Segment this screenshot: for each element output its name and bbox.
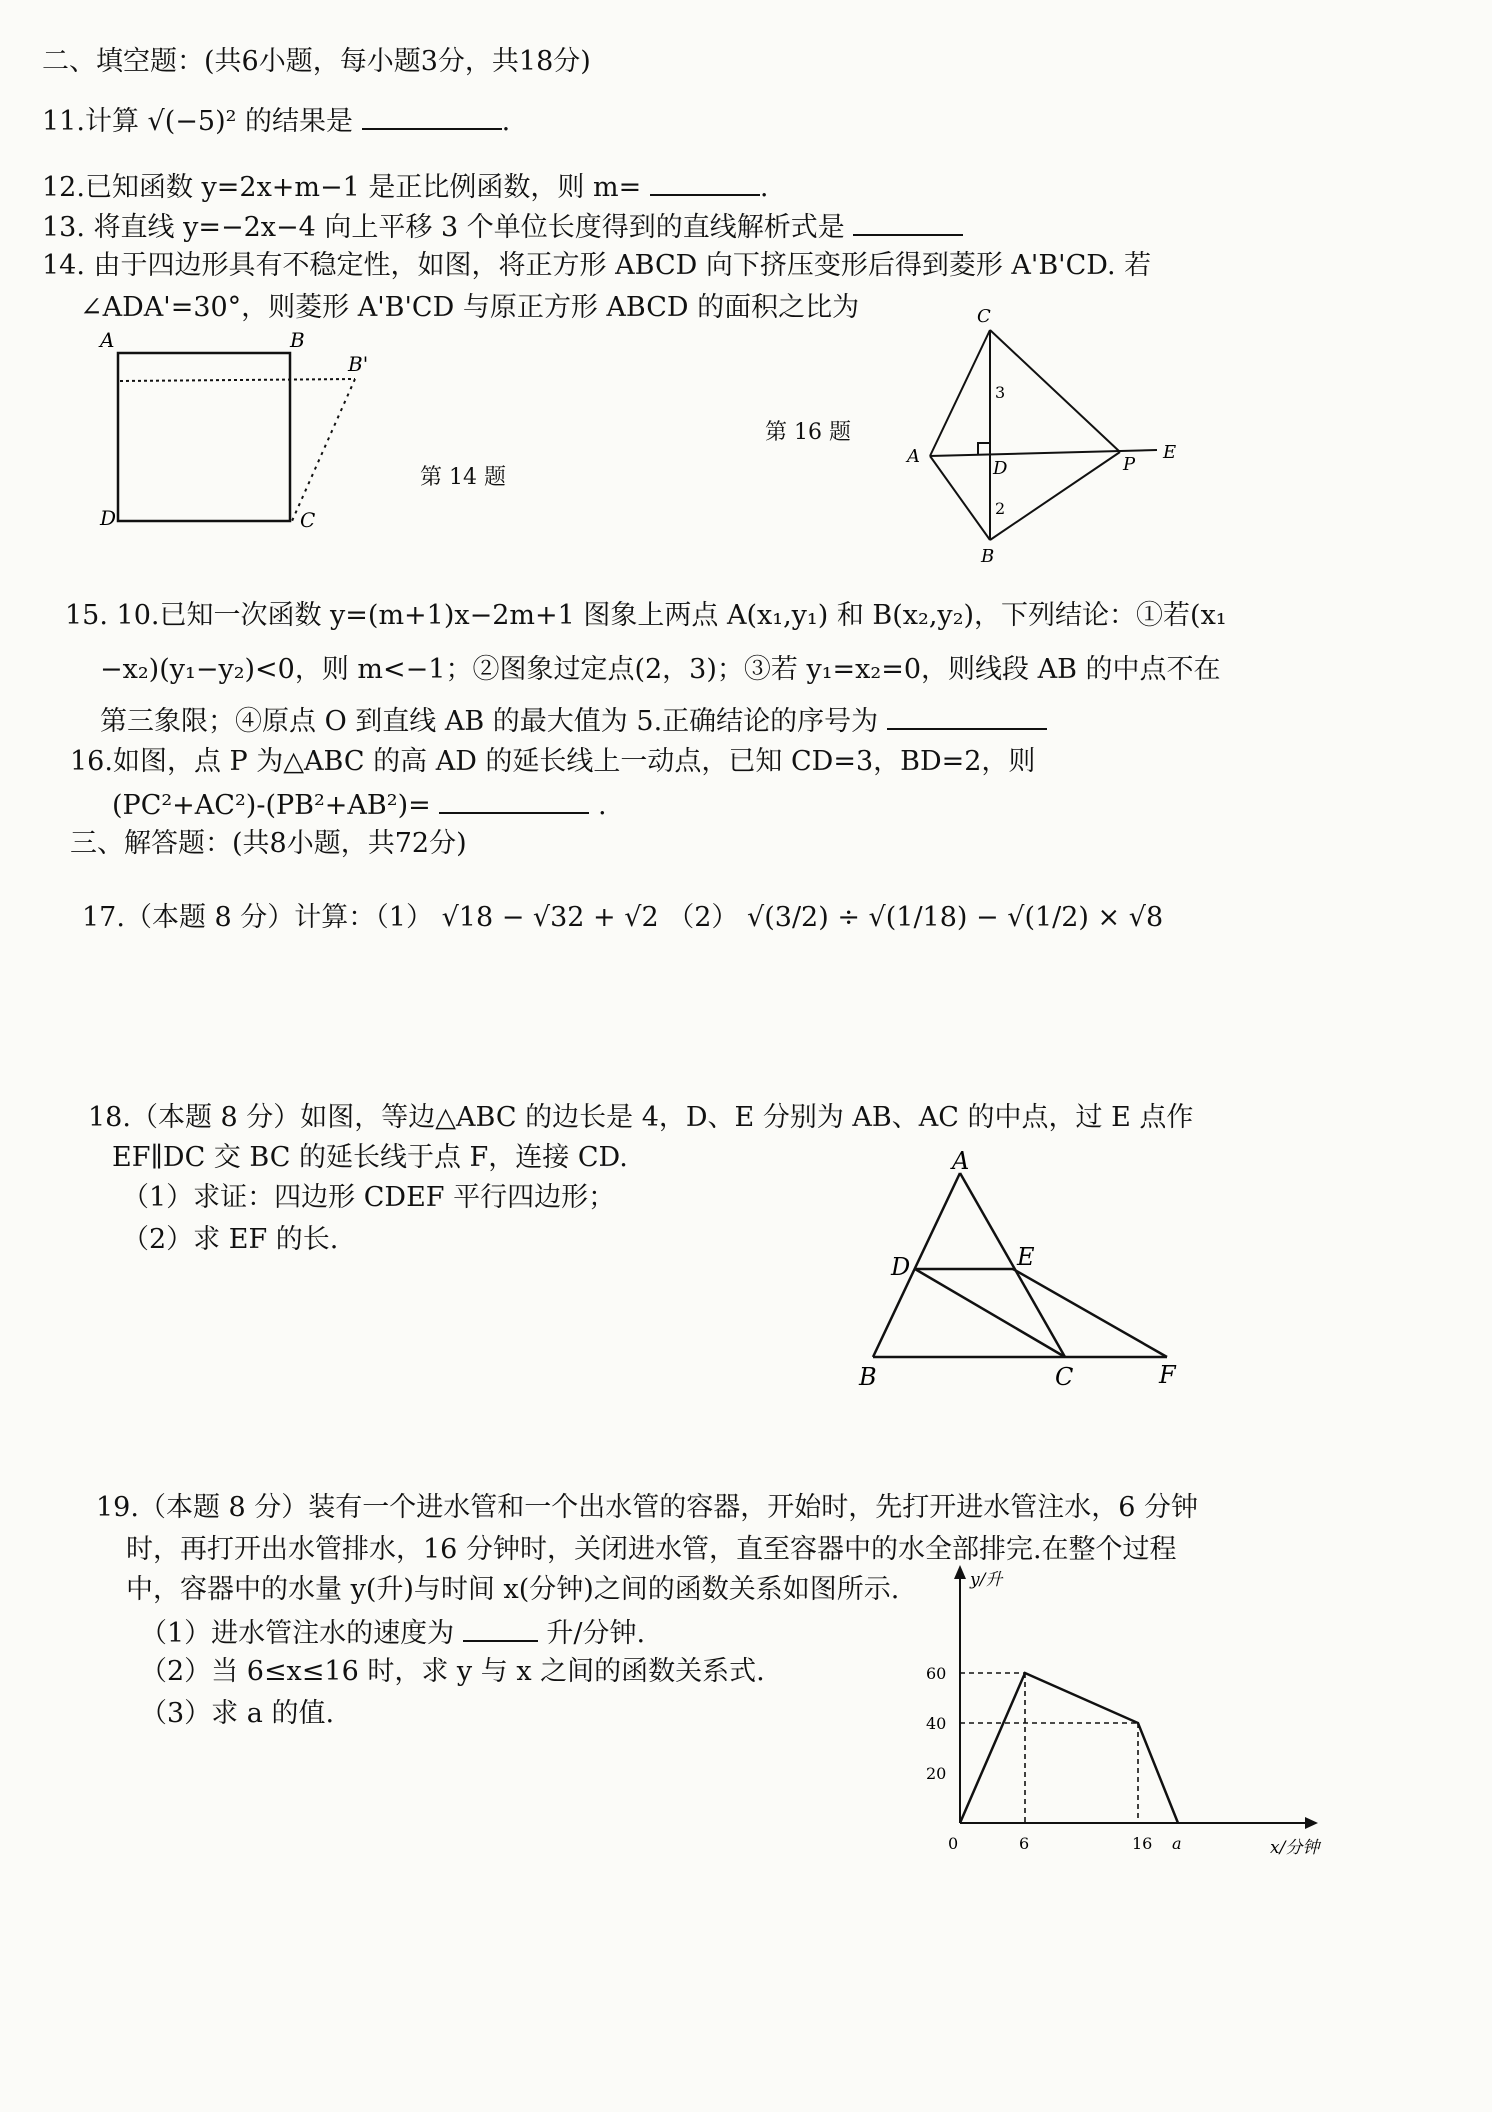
segment-AC bbox=[930, 330, 990, 456]
y-axis-arrow bbox=[954, 1565, 966, 1579]
q15-line-3-text: 第三象限；④原点 O 到直线 AB 的最大值为 5.正确结论的序号为 bbox=[100, 706, 879, 737]
q17-part-2-label: （2） bbox=[667, 902, 739, 933]
q12-text: 12.已知函数 y=2x+m−1 是正比例函数，则 m= bbox=[42, 172, 642, 203]
q19-line-5: （2）当 6≤x≤16 时，求 y 与 x 之间的函数关系式. bbox=[140, 1656, 765, 1687]
square-abcd bbox=[118, 353, 290, 521]
segment-AC bbox=[960, 1173, 1065, 1357]
x-tick-16: 16 bbox=[1132, 1834, 1153, 1853]
rhombus-top-side bbox=[120, 379, 355, 381]
segment-AB bbox=[873, 1173, 960, 1357]
y-tick-60: 60 bbox=[926, 1664, 947, 1683]
x-tick-6: 6 bbox=[1019, 1834, 1030, 1853]
q15-line-1: 15. 10.已知一次函数 y=(m+1)x−2m+1 图象上两点 A(x₁,y₁) 和 B(x₂,y₂)，下列结论：①若(x₁ bbox=[65, 600, 1227, 631]
label-2: 2 bbox=[995, 499, 1006, 518]
segment-BP bbox=[990, 452, 1120, 540]
label-D: D bbox=[993, 458, 1008, 479]
q19-line-4 bbox=[140, 1614, 645, 1652]
label-A: A bbox=[952, 1147, 970, 1175]
label-D: D bbox=[891, 1253, 911, 1281]
segment-DC bbox=[915, 1269, 1065, 1357]
q11-suffix: 的结果是 bbox=[245, 106, 354, 137]
label-A: A bbox=[100, 328, 115, 352]
q11-prefix: 11.计算 bbox=[42, 106, 139, 137]
q14-line-2: ∠ADA'=30°，则菱形 A'B'CD 与原正方形 ABCD 的面积之比为 bbox=[80, 292, 860, 323]
label-C: C bbox=[300, 508, 316, 532]
q11-expression: √(−5)² bbox=[147, 106, 237, 137]
section-2-heading: 二、填空题：(共6小题，每小题3分，共18分) bbox=[42, 46, 591, 77]
q11-answer-blank[interactable] bbox=[362, 102, 502, 130]
q15-line-3 bbox=[100, 702, 1047, 740]
segment-AB bbox=[930, 456, 990, 540]
fig14-caption: 第 14 题 bbox=[420, 465, 506, 490]
y-tick-20: 20 bbox=[926, 1764, 947, 1783]
figure-18 bbox=[855, 1145, 1185, 1395]
segment-CP bbox=[990, 330, 1120, 452]
q18-line-3: （1）求证：四边形 CDEF 平行四边形； bbox=[122, 1182, 616, 1213]
q19-answer-blank[interactable] bbox=[463, 1614, 538, 1642]
q16-line-1: 16.如图，点 P 为△ABC 的高 AD 的延长线上一动点，已知 CD=3，BD=2，则 bbox=[70, 746, 1036, 777]
q16-answer-blank[interactable] bbox=[439, 786, 589, 814]
q19-line-6: （3）求 a 的值. bbox=[140, 1698, 335, 1729]
label-E: E bbox=[1017, 1243, 1035, 1271]
q19-line-3: 中，容器中的水量 y(升)与时间 x(分钟)之间的函数关系如图所示. bbox=[126, 1574, 900, 1605]
q16-line-2-text: (PC²+AC²)-(PB²+AB²)= bbox=[112, 790, 431, 821]
q17-part-1: √18 − √32 + √2 bbox=[441, 902, 659, 933]
x-axis-arrow bbox=[1305, 1817, 1318, 1829]
q12-answer-blank[interactable] bbox=[650, 168, 760, 196]
q18-line-2: EF∥DC 交 BC 的延长线于点 F，连接 CD. bbox=[112, 1142, 628, 1173]
figure-16 bbox=[895, 300, 1195, 565]
q15-answer-blank[interactable] bbox=[887, 702, 1047, 730]
question-11 bbox=[42, 102, 510, 140]
q16-end: . bbox=[597, 790, 607, 821]
label-F: F bbox=[1159, 1361, 1176, 1389]
x-axis-label: x/分钟 bbox=[1270, 1838, 1320, 1858]
label-D: D bbox=[100, 506, 117, 530]
q17-part-2: √(3/2) ÷ √(1/18) − √(1/2) × √8 bbox=[747, 902, 1164, 933]
section-3-heading: 三、解答题：(共8小题，共72分) bbox=[70, 828, 467, 859]
series-line bbox=[960, 1673, 1178, 1823]
q11-end: . bbox=[501, 106, 511, 137]
label-B: B bbox=[859, 1363, 877, 1391]
right-angle-mark bbox=[978, 443, 990, 455]
q13-answer-blank[interactable] bbox=[853, 208, 963, 236]
rhombus-right-side bbox=[292, 379, 355, 521]
q19-line-4-unit: 升/分钟. bbox=[546, 1618, 646, 1649]
q12-end: . bbox=[759, 172, 769, 203]
q19-line-1: 19.（本题 8 分）装有一个进水管和一个出水管的容器，开始时，先打开进水管注水，6 分钟 bbox=[96, 1492, 1199, 1523]
label-B-prime: B' bbox=[348, 352, 369, 376]
label-C: C bbox=[1055, 1363, 1074, 1391]
question-17 bbox=[82, 900, 1163, 936]
q19-line-2: 时，再打开出水管排水，16 分钟时，关闭进水管，直至容器中的水全部排完.在整个过程 bbox=[126, 1534, 1177, 1565]
label-A: A bbox=[907, 446, 920, 467]
fig16-caption: 第 16 题 bbox=[765, 420, 851, 445]
y-axis-label: y/升 bbox=[970, 1570, 1003, 1590]
y-tick-40: 40 bbox=[926, 1714, 947, 1733]
q13-text: 13. 将直线 y=−2x−4 向上平移 3 个单位长度得到的直线解析式是 bbox=[42, 212, 845, 243]
x-tick-0: 0 bbox=[948, 1834, 959, 1853]
label-B: B bbox=[981, 546, 995, 565]
label-B: B bbox=[290, 328, 305, 352]
q14-line-1: 14. 由于四边形具有不稳定性，如图，将正方形 ABCD 向下挤压变形后得到菱形 A'B'CD. 若 bbox=[42, 250, 1152, 281]
q18-line-1: 18.（本题 8 分）如图，等边△ABC 的边长是 4，D、E 分别为 AB、AC 的中点，过 E 点作 bbox=[88, 1102, 1194, 1133]
label-3: 3 bbox=[995, 383, 1006, 402]
segment-EF bbox=[1013, 1269, 1167, 1357]
label-E: E bbox=[1163, 442, 1177, 463]
question-12 bbox=[42, 168, 768, 206]
label-C: C bbox=[977, 306, 991, 327]
figure-14 bbox=[90, 325, 390, 535]
label-P: P bbox=[1123, 454, 1136, 475]
q19-line-4-text: （1）进水管注水的速度为 bbox=[140, 1618, 455, 1649]
x-tick-a: a bbox=[1172, 1834, 1182, 1853]
q18-line-4: （2）求 EF 的长. bbox=[122, 1224, 339, 1255]
question-13 bbox=[42, 208, 963, 246]
q15-line-2: −x₂)(y₁−y₂)<0，则 m<−1；②图象过定点(2，3)；③若 y₁=x₂=0，则线段 AB 的中点不在 bbox=[100, 654, 1221, 685]
water-volume-chart bbox=[910, 1555, 1340, 1865]
q16-line-2 bbox=[112, 786, 607, 824]
q17-prefix: 17.（本题 8 分）计算：（1） bbox=[82, 902, 433, 933]
